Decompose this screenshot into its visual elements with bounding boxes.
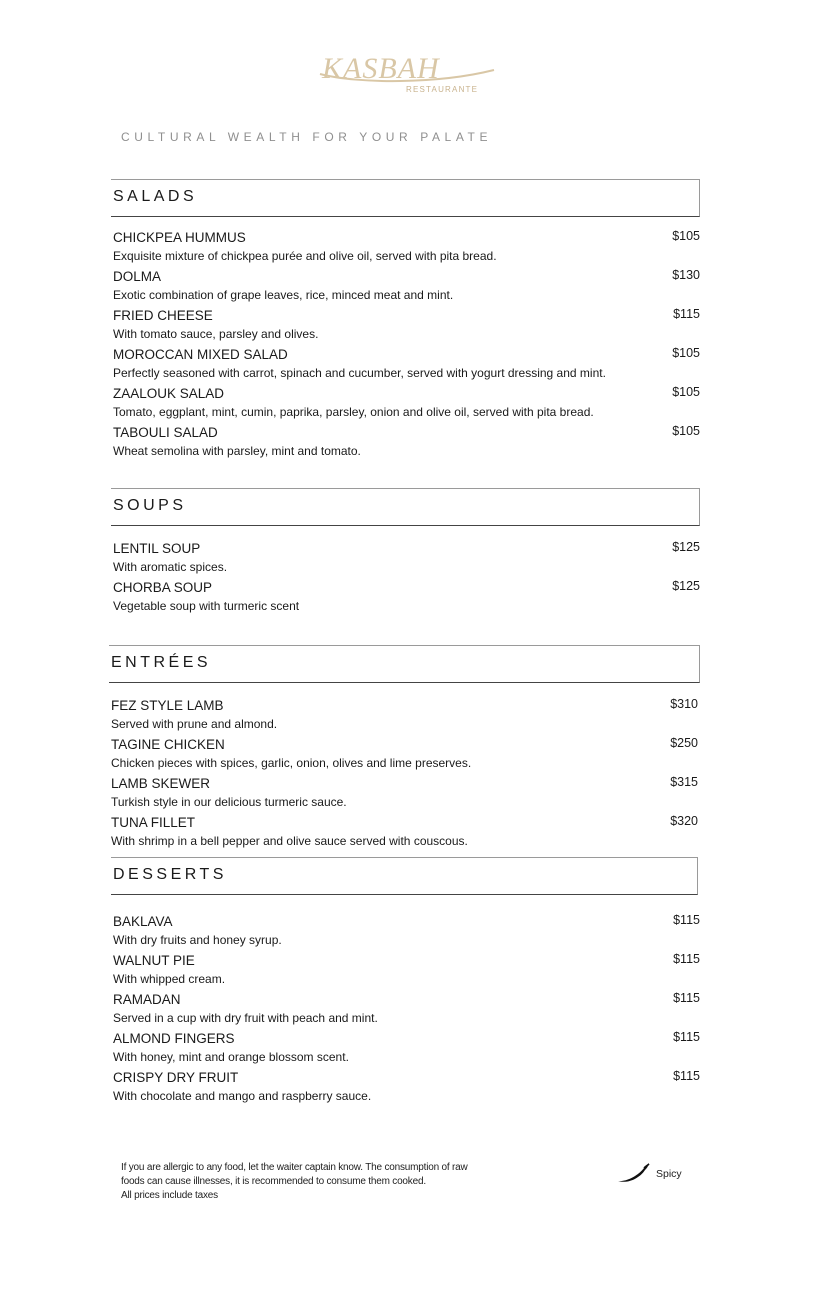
menu-item: [111, 347, 700, 386]
item-name: CHICKPEA HUMMUS: [113, 230, 246, 245]
menu-list: [111, 541, 700, 619]
menu-item: [111, 914, 698, 953]
menu-item: [109, 776, 700, 815]
item-description: With whipped cream.: [113, 972, 226, 986]
item-name: DOLMA: [113, 269, 162, 284]
item-price: $115: [673, 913, 700, 927]
item-name: ALMOND FINGERS: [113, 1031, 235, 1046]
item-price: $105: [672, 229, 700, 243]
kasbah-logo: [318, 48, 498, 100]
note-line: If you are allergic to any food, let the waiter captain know. The consumption of raw: [121, 1162, 468, 1173]
menu-item: [111, 992, 698, 1031]
item-description: Turkish style in our delicious turmeric sauce.: [111, 795, 347, 809]
item-name: MOROCCAN MIXED SALAD: [113, 347, 288, 362]
item-name: RAMADAN: [113, 992, 181, 1007]
item-price: $130: [672, 268, 700, 282]
item-description: With chocolate and mango and raspberry sauce.: [113, 1089, 372, 1103]
item-description: Wheat semolina with parsley, mint and tomato.: [113, 444, 361, 458]
item-price: $115: [673, 1069, 700, 1083]
item-name: CRISPY DRY FRUIT: [113, 1070, 239, 1085]
logo-wordmark: KASBAH: [322, 52, 440, 85]
menu-list: [109, 698, 700, 854]
menu-item: [111, 1070, 698, 1109]
item-price: $310: [670, 697, 698, 711]
menu-list: [111, 914, 698, 1109]
item-description: Perfectly seasoned with carrot, spinach and cucumber, served with yogurt dressing and mint.: [113, 366, 606, 380]
item-name: LAMB SKEWER: [111, 776, 211, 791]
allergy-note: [121, 1161, 551, 1203]
tagline: CULTURAL WEALTH FOR YOUR PALATE: [121, 130, 493, 144]
item-price: $115: [673, 952, 700, 966]
chili-pepper-icon: [616, 1162, 650, 1189]
item-price: $105: [672, 424, 700, 438]
menu-item: [111, 541, 700, 580]
item-name: ZAALOUK SALAD: [113, 386, 225, 401]
item-name: FRIED CHEESE: [113, 308, 213, 323]
menu-item: [111, 386, 700, 425]
item-description: Chicken pieces with spices, garlic, onion, olives and lime preserves.: [111, 756, 472, 770]
section-salads: [111, 179, 700, 464]
item-name: TUNA FILLET: [111, 815, 196, 830]
item-price: $105: [672, 385, 700, 399]
item-description: With shrimp in a bell pepper and olive sauce served with couscous.: [111, 834, 468, 848]
menu-item: [109, 737, 700, 776]
section-header: [109, 645, 700, 683]
item-name: CHORBA SOUP: [113, 580, 213, 595]
section-soups: [111, 488, 700, 619]
menu-item: [111, 580, 700, 619]
note-line: All prices include taxes: [121, 1190, 218, 1201]
section-desserts: [111, 857, 698, 1109]
item-name: LENTIL SOUP: [113, 541, 201, 556]
spicy-label: Spicy: [656, 1168, 682, 1180]
item-price: $315: [670, 775, 698, 789]
item-description: Served in a cup with dry fruit with peach and mint.: [113, 1011, 378, 1025]
item-description: Exotic combination of grape leaves, rice, minced meat and mint.: [113, 288, 454, 302]
menu-list: [111, 230, 700, 464]
item-description: With aromatic spices.: [113, 560, 228, 574]
menu-item: [109, 815, 700, 854]
item-price: $250: [670, 736, 698, 750]
menu-item: [111, 425, 700, 464]
item-name: WALNUT PIE: [113, 953, 195, 968]
item-description: With dry fruits and honey syrup.: [113, 933, 282, 947]
item-price: $125: [672, 579, 700, 593]
section-title: SOUPS: [113, 497, 187, 514]
item-price: $320: [670, 814, 698, 828]
item-price: $115: [673, 991, 700, 1005]
section-header: [111, 179, 700, 217]
item-name: FEZ STYLE LAMB: [111, 698, 224, 713]
section-title: SALADS: [113, 188, 198, 205]
item-name: TAGINE CHICKEN: [111, 737, 225, 752]
item-price: $125: [672, 540, 700, 554]
item-description: Vegetable soup with turmeric scent: [113, 599, 300, 613]
item-price: $115: [673, 307, 700, 321]
section-title: DESSERTS: [113, 866, 227, 883]
section-entrees: [109, 645, 700, 854]
menu-item: [109, 698, 700, 737]
item-name: BAKLAVA: [113, 914, 173, 929]
menu-item: [111, 1031, 698, 1070]
item-description: Served with prune and almond.: [111, 717, 278, 731]
note-line: foods can cause illnesses, it is recommended to consume them cooked.: [121, 1176, 426, 1187]
menu-item: [111, 230, 700, 269]
item-description: Exquisite mixture of chickpea purée and olive oil, served with pita bread.: [113, 249, 497, 263]
menu-item: [111, 953, 698, 992]
menu-item: [111, 308, 700, 347]
item-price: $115: [673, 1030, 700, 1044]
item-price: $105: [672, 346, 700, 360]
item-description: With honey, mint and orange blossom scent.: [113, 1050, 349, 1064]
logo-subtext: RESTAURANTE: [406, 85, 479, 94]
item-description: Tomato, eggplant, mint, cumin, paprika, parsley, onion and olive oil, served with pita bread.: [113, 405, 594, 419]
section-title: ENTRÉES: [111, 654, 212, 671]
section-header: [111, 488, 700, 526]
item-description: With tomato sauce, parsley and olives.: [113, 327, 319, 341]
menu-item: [111, 269, 700, 308]
item-name: TABOULI SALAD: [113, 425, 218, 440]
section-header: [111, 857, 698, 895]
